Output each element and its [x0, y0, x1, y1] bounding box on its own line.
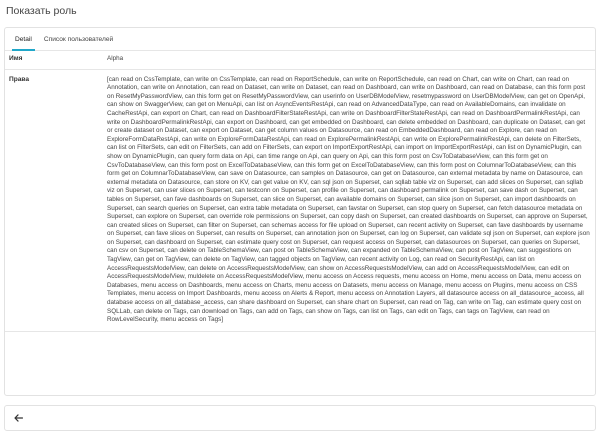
permissions-row [5, 70, 595, 332]
back-button[interactable] [11, 411, 25, 425]
arrow-left-icon [14, 414, 23, 422]
footer-bar [4, 405, 596, 431]
name-value: Alpha [107, 55, 124, 62]
permissions-label: Права [9, 75, 30, 83]
tab-detail[interactable]: Detail [9, 28, 38, 50]
name-label: Имя [9, 55, 23, 62]
role-panel [4, 27, 596, 396]
name-row [5, 50, 595, 70]
permissions-value: [can read on CssTemplate, can write on CssTemplate, can read on ReportSchedule, can write on ReportSchedule, can read on Chart, can write on Chart, can read on Annotation, can write on Annotation, can read on Dataset, can write on Dataset, can read on Dashboard, can write on Dashboard, can read on Database, can this form post on ResetMyPasswordView, can this form get on ResetMyPasswordView, can userinfo on UserDBModelView, resetmypassword on UserDBModelView, can get on OpenApi, can show on SwaggerView, can get on MenuApi, can list on AsyncEventsRestApi, can read on AdvancedDataType, can read on AvailableDomains, can invalidate on CacheRestApi, can export on Chart, can read on DashboardFilterStateRestApi, can write on DashboardFilterStateRestApi, can read on DashboardPermalinkRestApi, can write on DashboardPermalinkRestApi, can export on Dashboard, can get embedded on Dashboard, can delete embedded on Dashboard, can duplicate on Dataset, can get or create dataset on Dataset, can export on Dataset, can get column values on Datasource, can read on EmbeddedDashboard, can read on Explore, can read on ExploreFormDataRestApi, can write on ExploreFormDataRestApi, can read on ExplorePermalinkRestApi, can write on ExplorePermalinkRestApi, can delete on FilterSets, can list on FilterSets, can edit on FilterSets, can add on FilterSets, can export on ImportExportRestApi, can import on ImportExportRestApi, can list on DynamicPlugin, can show on DynamicPlugin, can query form data on Api, can time range on Api, can query on Api, can this form post on CsvToDatabaseView, can this form get on CsvToDatabaseView, can this form post on ExcelToDatabaseView, can this form get on ExcelToDatabaseView, can this form post on ColumnarToDatabaseView, can this form get on ColumnarToDatabaseView, can save on Datasource, can samples on Datasource, can get on Datasource, can external metadata by name on Datasource, can external metadata on Datasource, can store on KV, can get value on KV, can sql json on Superset, can sqllab table viz on Superset, can add slices on Superset, can sqllab viz on Superset, can user slices on Superset, can testconn on Superset, can profile on Superset, can dashboard permalink on Superset, can save dash on Superset, can tables on Superset, can fave dashboards on Superset, can slice on Superset, can available domains on Superset, can slice json on Superset, can import dashboards on Superset, can search queries on Superset, can extra table metadata on Superset, can favstar on Superset, can stop query on Superset, can fetch datasource metadata on Superset, can explore on Superset, can override role permissions on Superset, can copy dash on Superset, can created dashboards on Superset, can approve on Superset, can created slices on Superset, can filter on Superset, can schemas access for file upload on Superset, can recent activity on Superset, can fave dashboards by username on Superset, can fave slices on Superset, can results on Superset, can annotation json on Superset, can log on Superset, can validate sql json on Superset, can explore json on Superset, can dashboard on Superset, can estimate query cost on Superset, can request access on Superset, can datasources on Superset, can queries on Superset, can csv on Superset, can delete on TableSchemaView, can post on TableSchemaView, can expanded on TableSchemaView, can post on TagView, can suggestions on TagView, can get on TagView, can delete on TagView, can tagged objects on TagView, can recent activity on Log, can read on SecurityRestApi, can list on AccessRequestsModelView, can delete on AccessRequestsModelView, can show on AccessRequestsModelView, can add on AccessRequestsModelView, can edit on AccessRequestsModelView, muldelete on AccessRequestsModelView, menu access on Access requests, menu access on Home, menu access on Data, menu access on Databases, menu access on Dashboards, menu access on Charts, menu access on Datasets, menu access on Manage, menu access on Plugins, menu access on CSS Templates, menu access on Import Dashboards, menu access on Alerts & Report, menu access on Annotation Layers, all datasource access on all_datasource_access, all database access on all_database_access, can share dashboard on Superset, can share chart on Superset, can read on Tag, can write on Tag, can estimate query cost on SQLLab, can delete on Tags, can download on Tags, can add on Tags, can show on Tags, can list on Tags, can edit on Tags, can tags on TagView, can read on RowLevelSecurity, menu access on Tags] [107, 75, 590, 324]
details-table [5, 50, 595, 332]
tab-user-list[interactable]: Список пользователей [43, 35, 114, 43]
page-title: Показать роль [6, 5, 77, 17]
tab-bar [5, 28, 595, 51]
